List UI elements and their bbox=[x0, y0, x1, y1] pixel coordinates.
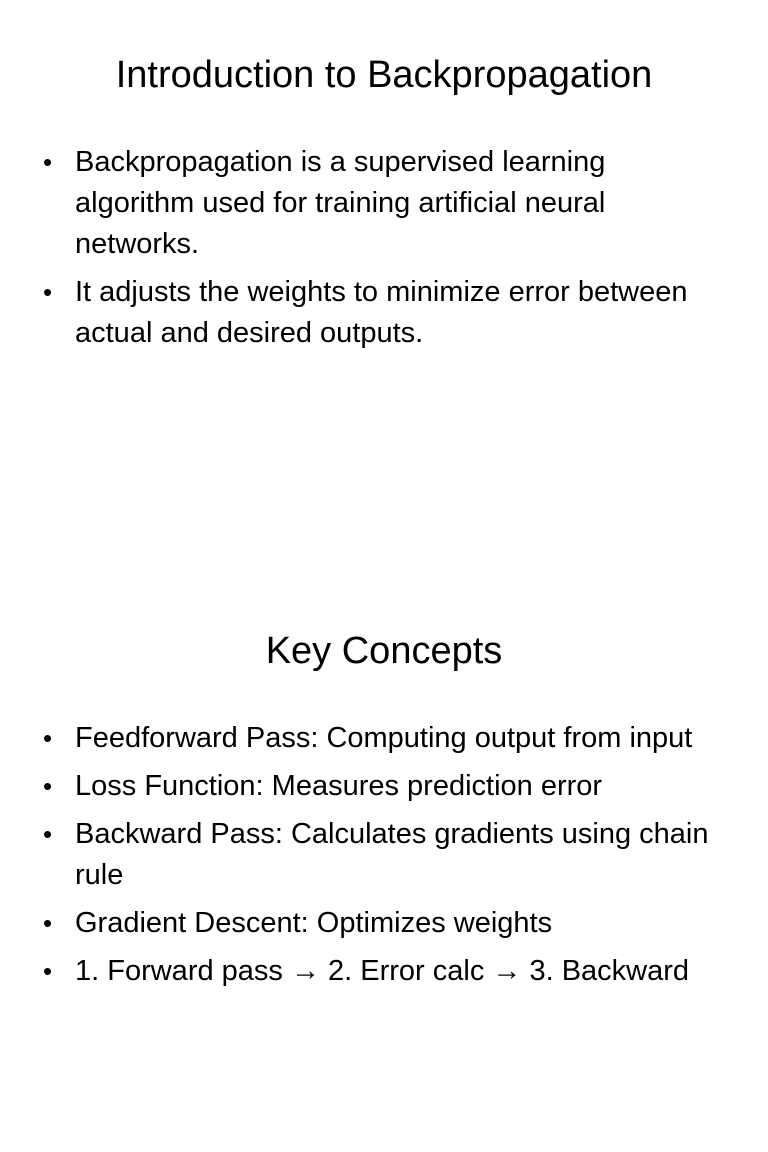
bullet-list bbox=[43, 142, 715, 361]
bullet-text: Backpropagation is a supervised learning algorithm used for training artificial neural networks. bbox=[75, 146, 606, 260]
bullet-item bbox=[43, 903, 715, 944]
slide-title: Introduction to Backpropagation bbox=[115, 54, 653, 96]
bullet-text: Gradient Descent: Optimizes weights bbox=[75, 907, 553, 939]
bullet-text: 1. Forward pass → 2. Error calc → 3. Backward bbox=[75, 955, 690, 987]
bullet-item bbox=[43, 718, 715, 759]
bullet-list bbox=[43, 718, 715, 999]
bullet-item bbox=[43, 142, 715, 265]
bullet-dot-icon: • bbox=[43, 277, 53, 307]
bullet-text: It adjusts the weights to minimize error between actual and desired outputs. bbox=[75, 276, 688, 349]
bullet-dot-icon: • bbox=[43, 819, 53, 849]
bullet-dot-icon: • bbox=[43, 956, 53, 986]
bullet-item bbox=[43, 951, 715, 992]
bullet-item bbox=[43, 814, 715, 896]
bullet-dot-icon: • bbox=[43, 908, 53, 938]
bullet-item bbox=[43, 272, 715, 354]
slide-title: Key Concepts bbox=[265, 630, 503, 672]
bullet-dot-icon: • bbox=[43, 723, 53, 753]
bullet-text: Feedforward Pass: Computing output from input bbox=[75, 722, 693, 754]
bullet-text: Backward Pass: Calculates gradients using chain rule bbox=[75, 818, 709, 891]
bullet-dot-icon: • bbox=[43, 771, 53, 801]
bullet-item bbox=[43, 766, 715, 807]
slide-key-concepts bbox=[0, 576, 768, 1152]
bullet-text: Loss Function: Measures prediction error bbox=[75, 770, 603, 802]
bullet-dot-icon: • bbox=[43, 147, 53, 177]
